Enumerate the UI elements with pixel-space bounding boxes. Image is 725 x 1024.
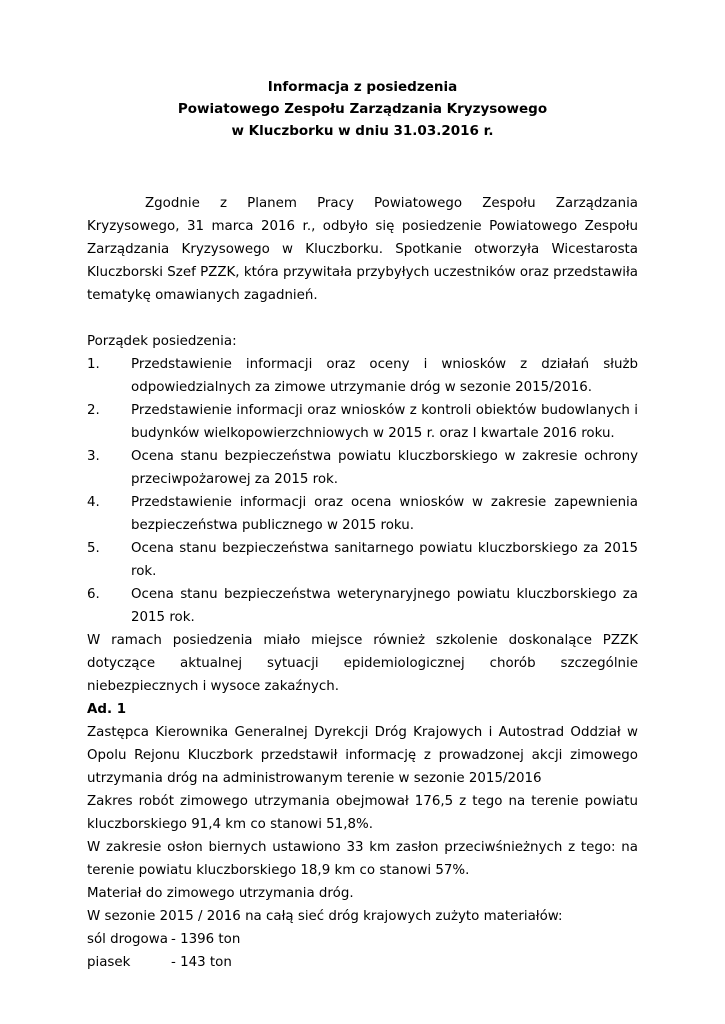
agenda-list [87, 353, 638, 629]
agenda-item-text: Ocena stanu bezpieczeństwa sanitarnego powiatu kluczborskiego za 2015 rok. [131, 541, 638, 579]
agenda-item-number: 6. [87, 587, 100, 602]
intro-text: Zgodnie z Planem Pracy Powiatowego Zespołu Zarządzania Kryzysowego, 31 marca 2016 r., odbyło się posiedzenie Powiatowego Zespołu Zarządzania Kryzysowego w Kluczborku. Spotkanie otworzyła Wicestarosta Kluczborski Szef PZZK, która przywitała przybyłych uczestników oraz przedstawiła tematykę omawianych zagadnień. [87, 196, 638, 303]
materials-list [87, 928, 638, 974]
ad1-paragraph-3: W zakresie osłon biernych ustawiono 33 km zasłon przeciwśnieżnych z tego: na terenie powiatu kluczborskiego 18,9 km co stanowi 57%. [87, 840, 638, 878]
agenda-item [87, 583, 638, 629]
agenda-heading: Porządek posiedzenia: [87, 334, 237, 349]
agenda-item-number: 2. [87, 403, 100, 418]
agenda-item-text: Przedstawienie informacji oraz oceny i wniosków z działań służb odpowiedzialnych za zimowe utrzymanie dróg w sezonie 2015/2016. [131, 357, 638, 395]
material-amount: - 1396 ton [171, 932, 241, 947]
ad1-paragraph-1: Zastępca Kierownika Generalnej Dyrekcji Dróg Krajowych i Autostrad Oddział w Opolu Rejonu Kluczbork przedstawił informację z prowadzonej akcji zimowego utrzymania dróg na administrowanym terenie w sezonie 2015/2016 [87, 725, 638, 786]
ad1-paragraph-2: Zakres robót zimowego utrzymania obejmował 176,5 z tego na terenie powiatu kluczborskiego 91,4 km co stanowi 51,8%. [87, 794, 638, 832]
material-row [87, 928, 638, 951]
agenda-item-text: Ocena stanu bezpieczeństwa powiatu kluczborskiego w zakresie ochrony przeciwpożarowej za 2015 rok. [131, 449, 638, 487]
agenda-item [87, 537, 638, 583]
agenda-item-text: Ocena stanu bezpieczeństwa weterynaryjnego powiatu kluczborskiego za 2015 rok. [131, 587, 638, 625]
agenda-item [87, 353, 638, 399]
intro-paragraph [87, 192, 638, 307]
agenda-item-number: 5. [87, 541, 100, 556]
training-paragraph: W ramach posiedzenia miało miejsce również szkolenie doskonalące PZZK dotyczące aktualnej sytuacji epidemiologicznej chorób szczególnie niebezpiecznych i wysoce zakaźnych. [87, 633, 638, 694]
material-name: piasek [87, 955, 131, 970]
agenda-item-text: Przedstawienie informacji oraz ocena wniosków w zakresie zapewnienia bezpieczeństwa publicznego w 2015 roku. [131, 495, 638, 533]
title-line-2: Powiatowego Zespołu Zarządzania Kryzysowego [177, 101, 548, 117]
ad1-paragraph-5: W sezonie 2015 / 2016 na całą sieć dróg krajowych zużyto materiałów: [87, 909, 563, 924]
material-amount: - 143 ton [171, 955, 232, 970]
material-name: sól drogowa [87, 932, 168, 947]
document-title [0, 76, 725, 142]
agenda-item-text: Przedstawienie informacji oraz wniosków z kontroli obiektów budowlanych i budynków wielkopowierzchniowych w 2015 r. oraz I kwartale 2016 roku. [131, 403, 638, 441]
document-body [87, 192, 638, 974]
agenda-item [87, 445, 638, 491]
title-line-1: Informacja z posiedzenia [267, 79, 458, 95]
ad1-heading: Ad. 1 [87, 702, 127, 717]
agenda-item-number: 4. [87, 495, 100, 510]
ad1-paragraph-4: Materiał do zimowego utrzymania dróg. [87, 886, 354, 901]
agenda-item [87, 399, 638, 445]
agenda-item [87, 491, 638, 537]
title-line-3: w Kluczborku w dniu 31.03.2016 r. [231, 123, 494, 139]
agenda-item-number: 3. [87, 449, 100, 464]
agenda-item-number: 1. [87, 357, 100, 372]
material-row [87, 951, 638, 974]
